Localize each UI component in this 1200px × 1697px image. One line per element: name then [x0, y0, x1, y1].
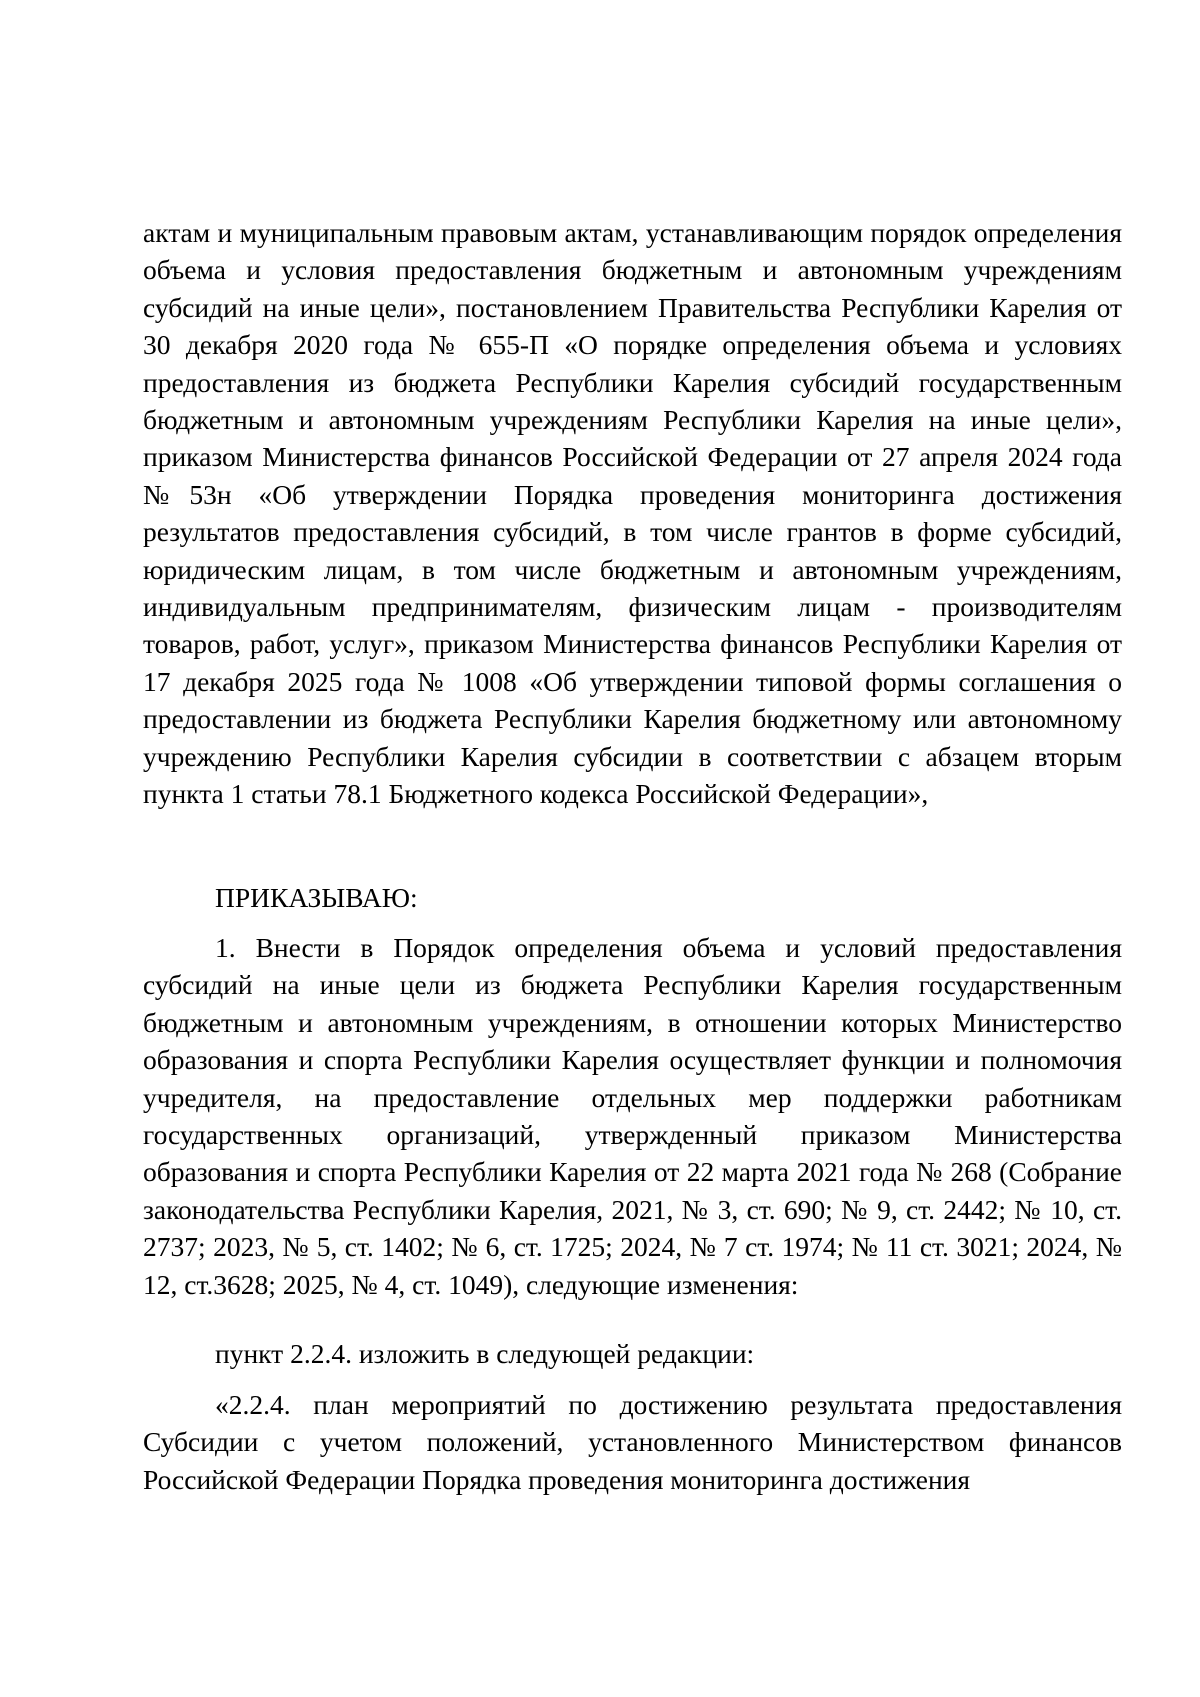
intro-paragraph: актам и муниципальным правовым актам, устанавливающим порядок определения объема и условия предоставления бюджетным и автономным учреждениям субсидий на иные цели», постановлением Правительства Республики Карелия от 30 декабря 2020 года № 655-П «О порядке определения объема и условиях предоставления из бюджета Республики Карелия субсидий государственным бюджетным и автономным учреждениям Республики Карелия на иные цели», приказом Министерства финансов Российской Федерации от 27 апреля 2024 года №53н «Об утверждении Порядка проведения мониторинга достижения результатов предоставления субсидий, в том числе грантов в форме субсидий, юридическим лицам, в том числе бюджетным и автономным учреждениям, индивидуальным предпринимателям, физическим лицам - производителям товаров, работ, услуг», приказом Министерства финансов Республики Карелия от 17 декабря 2025 года № 1008 «Об утверждении типовой формы соглашения о предоставлении из бюджета Республики Карелия бюджетному или автономному учреждению Республики Карелия субсидии в соответствии с абзацем вторым пункта 1 статьи 78.1 Бюджетного кодекса Российской Федерации», [143, 217, 1122, 810]
point-text-paragraph: «2.2.4. план мероприятий по достижению результата предоставления Субсидии с учетом положений, установленного Министерством финансов Российской Федерации Порядка проведения мониторинга достижения [143, 1389, 1122, 1495]
order-word: ПРИКАЗЫВАЮ: [215, 882, 418, 913]
point-lead-paragraph: пункт 2.2.4. изложить в следующей редакции: [215, 1338, 755, 1369]
item-1-paragraph: 1. Внести в Порядок определения объема и условий предоставления субсидий на иные цели из бюджета Республики Карелия государственным бюджетным и автономным учреждениям, в отношении которых Министерство образования и спорта Республики Карелия осуществляет функции и полномочия учредителя, на предоставление отдельных мер поддержки работникам государственных организаций, утвержденный приказом Министерства образования и спорта Республики Карелия от 22 марта 2021 года № 268 (Собрание законодательства Республики Карелия, 2021, № 3, ст. 690; № 9, ст. 2442; № 10, ст. 2737; 2023, № 5, ст. 1402; № 6, ст. 1725; 2024, № 7 ст. 1974; № 11 ст. 3021; 2024, № 12, ст.3628; 2025, № 4, ст. 1049), следующие изменения: [143, 932, 1122, 1300]
